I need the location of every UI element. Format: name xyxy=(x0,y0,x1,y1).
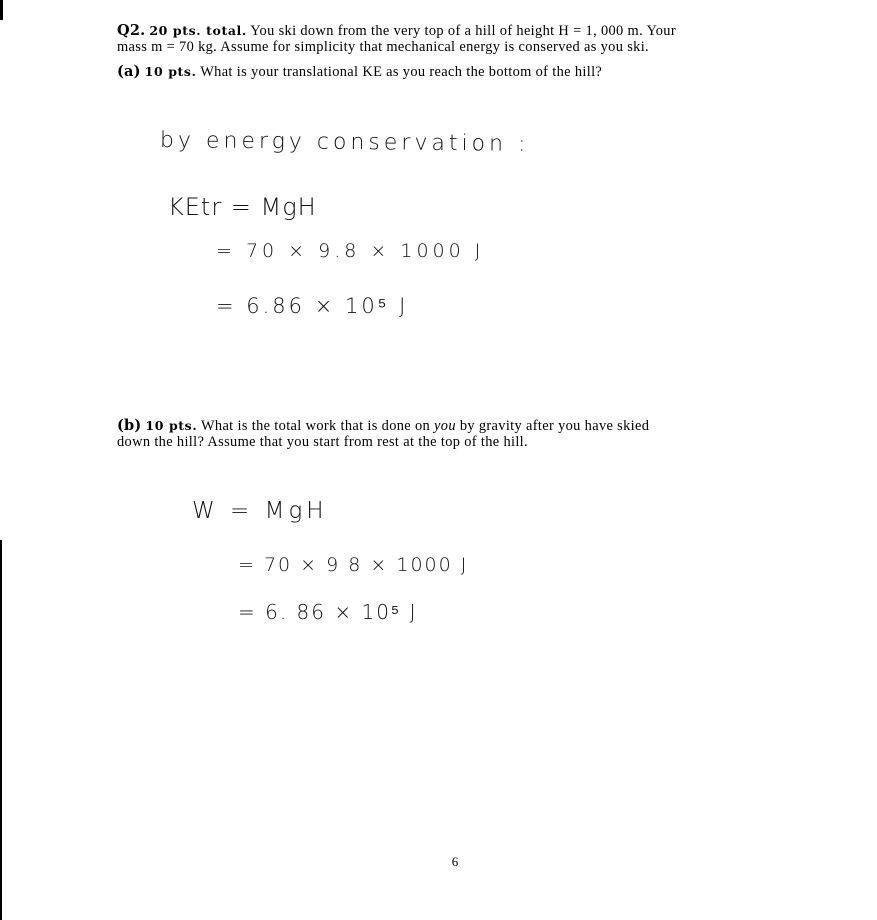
part-b-answer-step-3: = 6. 86 × 10⁵ J xyxy=(238,600,418,624)
question-2-text-line-1: You ski down from the very top of a hill of height H = 1, 000 m. Your xyxy=(250,23,676,39)
part-a-answer-step-2: = 70 × 9.8 × 1000 J xyxy=(216,240,485,262)
part-b-label: (b) xyxy=(117,417,142,434)
part-a-answer-step-3: = 6.86 × 10⁵ J xyxy=(216,294,409,318)
scan-edge-mark-top xyxy=(0,0,3,20)
question-2-text-line-2: mass m = 70 kg. Assume for simplicity that mechanical energy is conserved as you ski. xyxy=(117,39,649,55)
part-b-answer-step-1: W = MgH xyxy=(192,498,328,524)
question-2-line-1 xyxy=(117,23,785,39)
question-2-label: Q2. xyxy=(117,22,146,39)
part-a-points: 10 pts. xyxy=(144,64,197,79)
part-b-points: 10 pts. xyxy=(145,418,198,433)
part-b-text-line-1b: by gravity after you have skied xyxy=(459,418,650,434)
part-b-question xyxy=(117,418,785,450)
part-a-answer-heading: by energy conservation : xyxy=(159,128,530,157)
part-b-text-line-2: down the hill? Assume that you start from rest at the top of the hill. xyxy=(117,434,528,450)
part-a-answer-step-1: KEtr = MgH xyxy=(168,193,317,221)
part-a-label: (a) xyxy=(117,63,141,80)
question-2-statement xyxy=(117,23,785,55)
question-2-points: 20 pts. total. xyxy=(149,23,247,38)
scan-edge-mark-bottom xyxy=(0,540,2,920)
part-b-text-emphasis: you xyxy=(434,418,456,434)
part-b-answer-step-2: = 70 × 9 8 × 1000 J xyxy=(238,554,469,576)
part-a-question-text: What is your translational KE as you reach the bottom of the hill? xyxy=(200,64,603,80)
page-number: 6 xyxy=(451,854,459,869)
part-b-text-line-1a: What is the total work that is done on xyxy=(200,418,431,434)
part-a-question xyxy=(117,64,785,80)
